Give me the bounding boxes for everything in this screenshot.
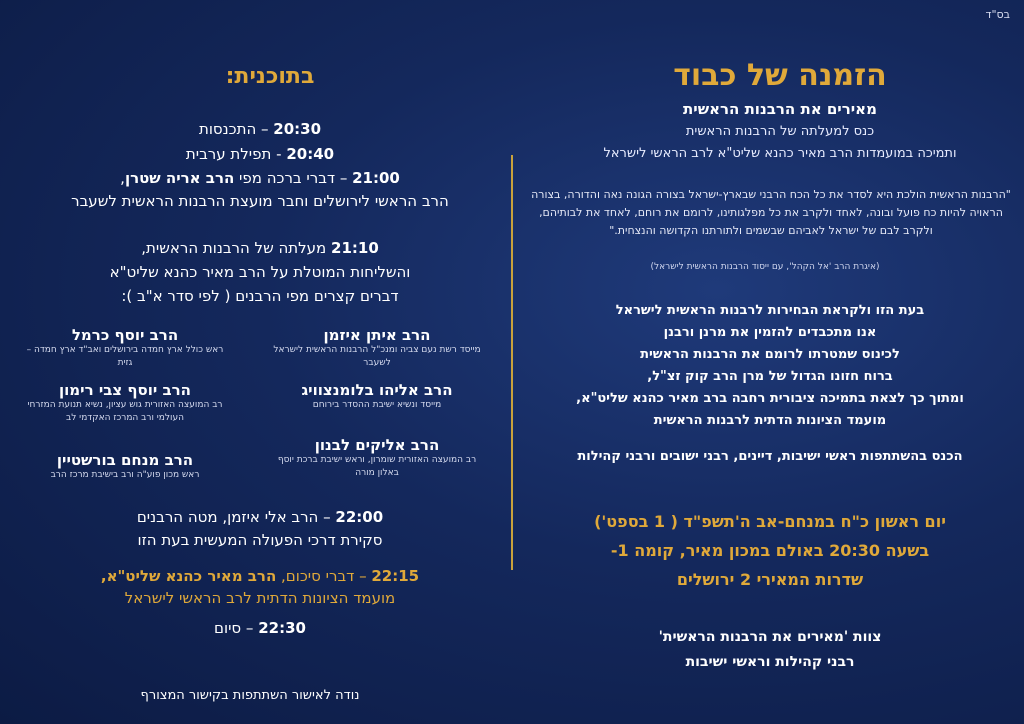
event-date: יום ראשון כ"ח במנחם-אב ה'תשפ"ד ( 1 בספט') xyxy=(594,512,946,531)
program-item-greeting-desc: הרב הראשי לירושלים וחבר מועצת הרבנות הראשית לשעבר xyxy=(71,192,449,210)
conference-participants: הכנס בהשתתפות ראשי ישיבות, דיינים, רבני ישובים ורבני קהילות xyxy=(577,449,963,464)
body-line: בעת הזו ולקראת הבחירות לרבנות הראשית לישראל xyxy=(615,303,925,318)
rabbi-card xyxy=(272,326,482,370)
rabbi-desc: מייסד ונשיא ישיבת ההסדר בירוחם xyxy=(312,400,442,410)
program-item-summary xyxy=(20,565,500,588)
program-item-elevation-sub2: דברים קצרים מפי הרבנים ( לפי סדר א"ב ): xyxy=(121,287,399,305)
program-item-gathering xyxy=(20,118,500,141)
rabbi-name: הרב אליהו בלומנצוויג xyxy=(301,381,453,399)
rabbi-name: הרב מנחם בורשטיין xyxy=(56,451,194,469)
program-item-elevation xyxy=(20,237,500,260)
event-details xyxy=(540,507,1000,594)
rabbi-desc: ראש מכון פוע"ה ורב בישיבת מרכז הרב xyxy=(50,470,200,480)
invitation-body xyxy=(540,300,1000,432)
program-item-staff-sub: סקירת דרכי הפעולה המעשית בעת הזו xyxy=(137,531,383,549)
program-item-summary-sub: מועמד הציונות הדתית לרב הראשי לישראל xyxy=(124,589,396,607)
program-text: – דברי ברכה מפי xyxy=(234,169,353,187)
rsvp-note: נודה לאישור השתתפות בקישור המצורף xyxy=(140,688,360,703)
rabbi-name: הרב איתן איזמן xyxy=(323,326,431,344)
rabbi-desc: מייסד רשת נעם צביה ומנכ"ל הרבנות הראשית לישראל לשעבר xyxy=(273,345,481,368)
program-text: מעלתה של הרבנות הראשית, xyxy=(141,239,332,257)
program-time: 21:00 xyxy=(352,169,400,187)
event-address: שדרות המאירי 2 ירושלים xyxy=(676,570,864,589)
team-line: רבני קהילות וראשי ישיבות xyxy=(685,654,855,670)
body-line: אנו מתכבדים להזמין את מרנן ורבנן xyxy=(663,325,877,340)
rabbi-desc: ראש כולל ארץ חמדה בירושלים ואב"ד ארץ חמדה – גזית xyxy=(26,345,224,368)
program-text: - תפילת ערבית xyxy=(185,145,287,163)
body-line: ברוח חזונו הגדול של מרן הרב קוק זצ"ל, xyxy=(647,369,893,384)
program-item-staff xyxy=(20,506,500,529)
program-time: 20:40 xyxy=(286,145,335,163)
program-item-end xyxy=(20,617,500,640)
program-title: בתוכנית: xyxy=(225,64,315,89)
program-time: 21:10 xyxy=(331,239,379,257)
rav-kook-quote: "הרבנות הראשית הולכת היא לסדר את כל הכח הרבני שבארץ-ישראל בצורה הגונה נאה והדורה, בצורה הראויה להיות כח פועל ובונה, לאחד ולקרב את כל מפלגותינו, לרומם את רוחם, לאחד את לבותיהם, ולקרב לבם של ישראל לאביהם שבשמים ולתורתנו הקדושה והנצחית." xyxy=(531,188,1011,237)
program-time: 22:30 xyxy=(258,619,306,637)
rabbi-name: הרב יוסף צבי רימון xyxy=(59,381,191,399)
program-item-prayer xyxy=(20,143,500,166)
program-text: – סיום xyxy=(214,619,259,637)
invitation-title: הזמנה של כבוד xyxy=(673,58,887,93)
rabbi-desc: רב המועצה האזורית גוש עציון, נשיא תנועת המזרחי העולמי ורב המרכז האקדמי לב xyxy=(27,400,223,423)
rabbi-card xyxy=(272,436,482,480)
program-item-greeting xyxy=(20,167,500,190)
rabbi-name: הרב יוסף כרמל xyxy=(71,326,179,344)
event-time-place: בשעה 20:30 באולם במכון מאיר, קומה 1- xyxy=(610,541,930,560)
body-line: מועמד הציונות הדתית לרבנות הראשית xyxy=(653,413,887,428)
column-divider xyxy=(511,155,513,570)
rabbi-card xyxy=(20,381,230,425)
program-time: 22:15 xyxy=(371,567,420,585)
program-text: – הרב אלי איזמן, מטה הרבנים xyxy=(136,508,336,526)
signature-team xyxy=(540,625,1000,675)
invitation-line-2: ותמיכה במועמדות הרב מאיר כהנא שליט"א לרב הראשי לישראל xyxy=(603,146,957,161)
program-time: 22:00 xyxy=(335,508,384,526)
program-text: , xyxy=(120,169,125,187)
program-speaker: הרב אריה שטרן xyxy=(124,169,235,187)
program-text: – התכנסות xyxy=(198,120,274,138)
program-text: – דברי סיכום, xyxy=(276,567,372,585)
rabbi-card xyxy=(20,326,230,370)
invitation-line-1: כנס למעלתה של הרבנות הראשית xyxy=(685,124,875,139)
program-speaker: הרב מאיר כהנא שליט"א, xyxy=(100,567,277,585)
rabbi-desc: רב המועצה האזורית שומרון, וראש ישיבת ברכת יוסף באלון מורה xyxy=(277,455,477,478)
invitation-subtitle: מאירים את הרבנות הראשית xyxy=(683,100,877,118)
body-line: ומתוך כך לצאת בתמיכה ציבורית רחבה ברב מאיר כהנא שליט"א, xyxy=(576,391,964,406)
body-line: לכינוס שמטרתו לרומם את הרבנות הראשית xyxy=(640,347,900,362)
quote-source: (איגרת הרב 'אל הקהל', עם ייסוד הרבנות הראשית לישראל) xyxy=(650,262,880,272)
rabbi-name: הרב אליקים לבנון xyxy=(314,436,440,454)
bsd-mark: בס"ד xyxy=(985,8,1010,21)
rabbi-card xyxy=(20,451,230,482)
rabbi-card xyxy=(272,381,482,412)
program-item-elevation-sub1: והשליחות המוטלת על הרב מאיר כהנא שליט"א xyxy=(109,263,411,281)
program-time: 20:30 xyxy=(273,120,322,138)
team-line: צוות 'מאירים את הרבנות הראשית' xyxy=(658,629,882,645)
